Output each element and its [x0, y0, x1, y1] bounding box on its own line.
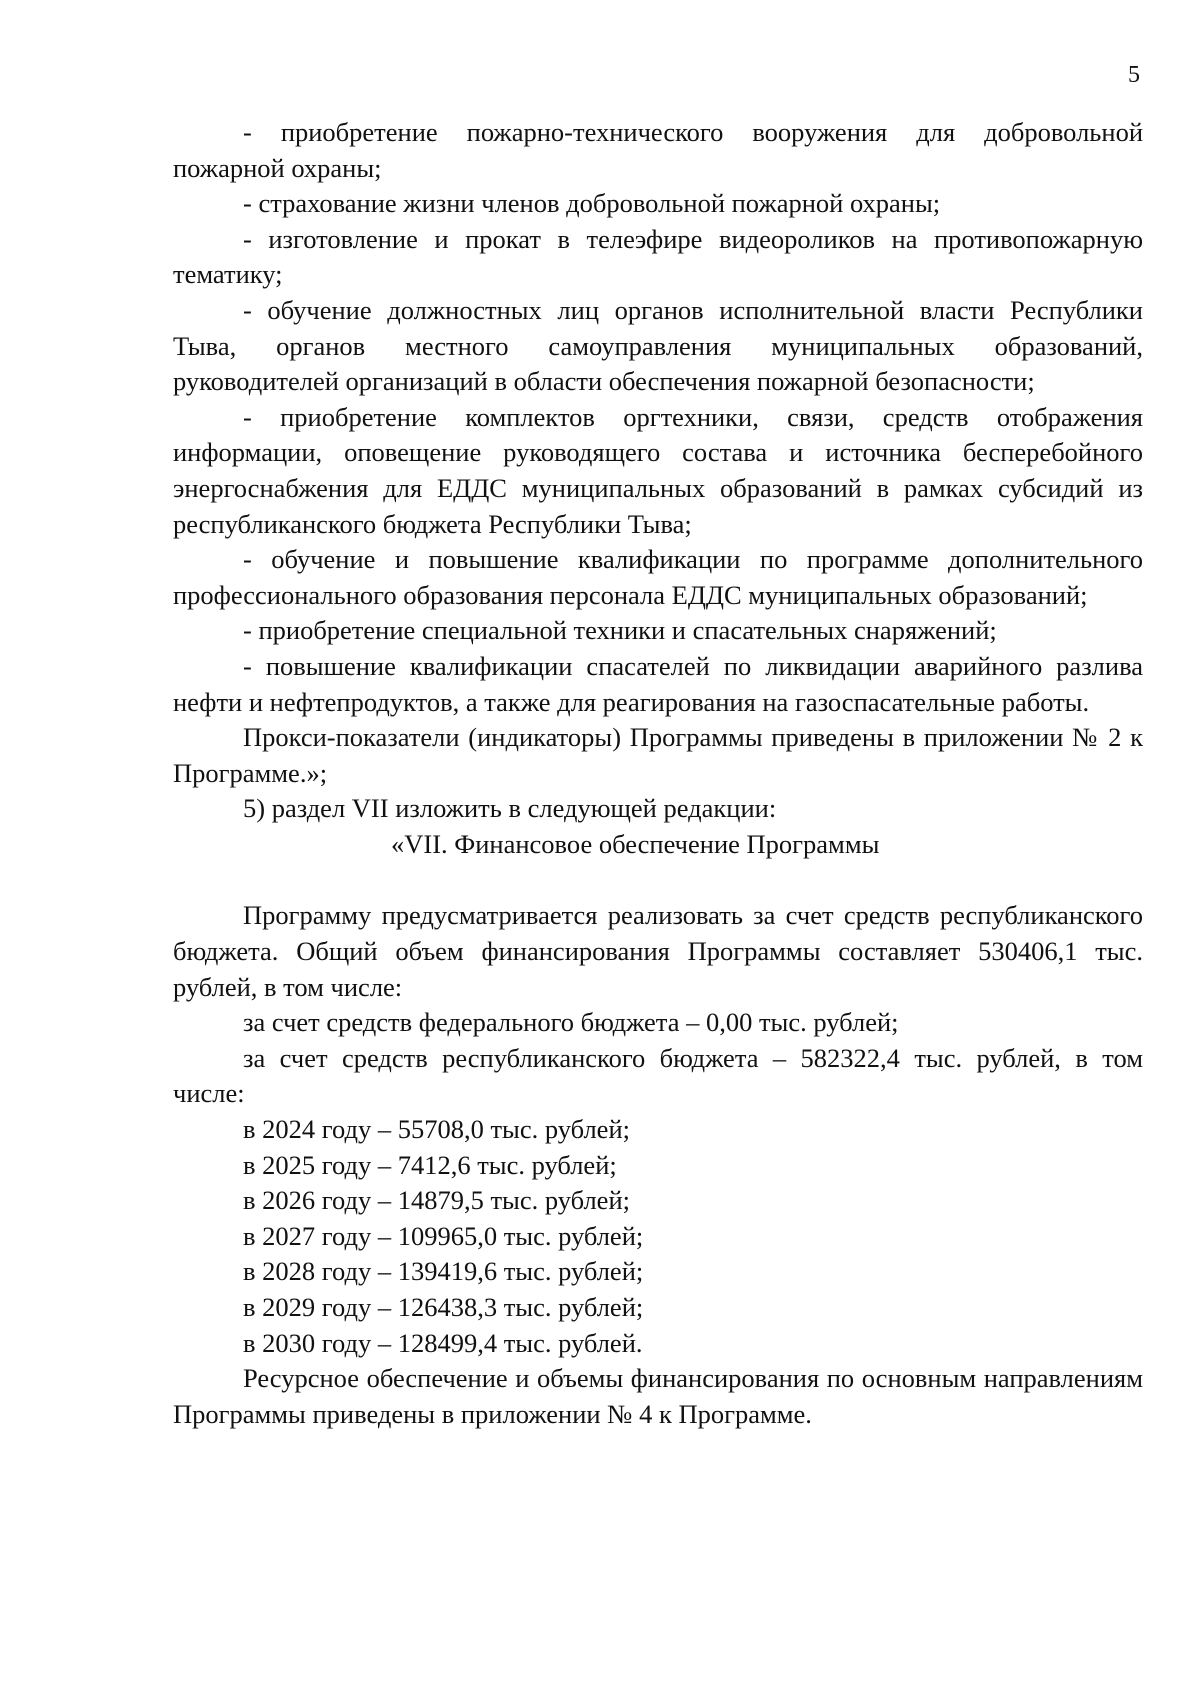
paragraph: Прокси-показатели (индикаторы) Программы приведены в приложении № 2 к Программе.»; — [173, 722, 1143, 788]
spacer — [173, 862, 1143, 898]
funding-intro: Программу предусматривается реализовать за счет средств республиканского бюджета. Общий объем финансирования Программы составляет 530406,1 тыс. рублей, в том числе: — [173, 900, 1143, 1002]
closing-paragraph: Ресурсное обеспечение и объемы финансирования по основным направлениям Программы приведены в приложении № 4 к Программе. — [173, 1363, 1143, 1429]
paragraph: - обучение должностных лиц органов исполнительной власти Республики Тыва, органов местного самоуправления муниципальных образований, руководителей организаций в области обеспечения пожарной безопасности; — [173, 294, 1143, 397]
paragraph: - повышение квалификации спасателей по ликвидации аварийного разлива нефти и нефтепродуктов, а также для реагирования на газоспасательные работы. — [173, 650, 1143, 717]
paragraph: - приобретение специальной техники и спасательных снаряжений; — [243, 615, 997, 646]
federal-funding-line: за счет средств федерального бюджета – 0,00 тыс. рублей; — [243, 1007, 899, 1038]
year-funding-line: в 2030 году – 128499,4 тыс. рублей. — [243, 1327, 643, 1358]
document-body — [173, 115, 1143, 1432]
section-instruction: 5) раздел VII изложить в следующей редакции: — [243, 793, 777, 824]
paragraph: - изготовление и прокат в телеэфире видеороликов на противопожарную тематику; — [173, 223, 1143, 290]
paragraph: - приобретение пожарно-технического вооружения для добровольной пожарной охраны; — [173, 117, 1143, 183]
paragraph: - приобретение комплектов оргтехники, связи, средств отображения информации, оповещение руководящего состава и источника бесперебойного энергоснабжения для ЕДДС муниципальных образований в рамках субсидий из республиканского бюджета Республики Тыва; — [173, 401, 1143, 539]
year-funding-line: в 2027 году – 109965,0 тыс. рублей; — [243, 1220, 644, 1251]
section-heading: «VII. Финансовое обеспечение Программы — [391, 828, 880, 859]
year-funding-line: в 2024 году – 55708,0 тыс. рублей; — [243, 1114, 630, 1145]
year-funding-line: в 2028 году – 139419,6 тыс. рублей; — [243, 1256, 644, 1287]
paragraph: - обучение и повышение квалификации по программе дополнительного профессионального образования персонала ЕДДС муниципальных образований; — [173, 544, 1143, 610]
year-funding-line: в 2029 году – 126438,3 тыс. рублей; — [243, 1292, 644, 1322]
page-number: 5 — [1128, 62, 1140, 88]
year-funding-line: в 2026 году – 14879,5 тыс. рублей; — [243, 1185, 630, 1216]
republican-funding-line: за счет средств республиканского бюджета – 582322,4 тыс. рублей, в том числе: — [173, 1042, 1143, 1109]
year-funding-line: в 2025 году – 7412,6 тыс. рублей; — [243, 1149, 617, 1180]
paragraph: - страхование жизни членов добровольной пожарной охраны; — [243, 188, 941, 219]
